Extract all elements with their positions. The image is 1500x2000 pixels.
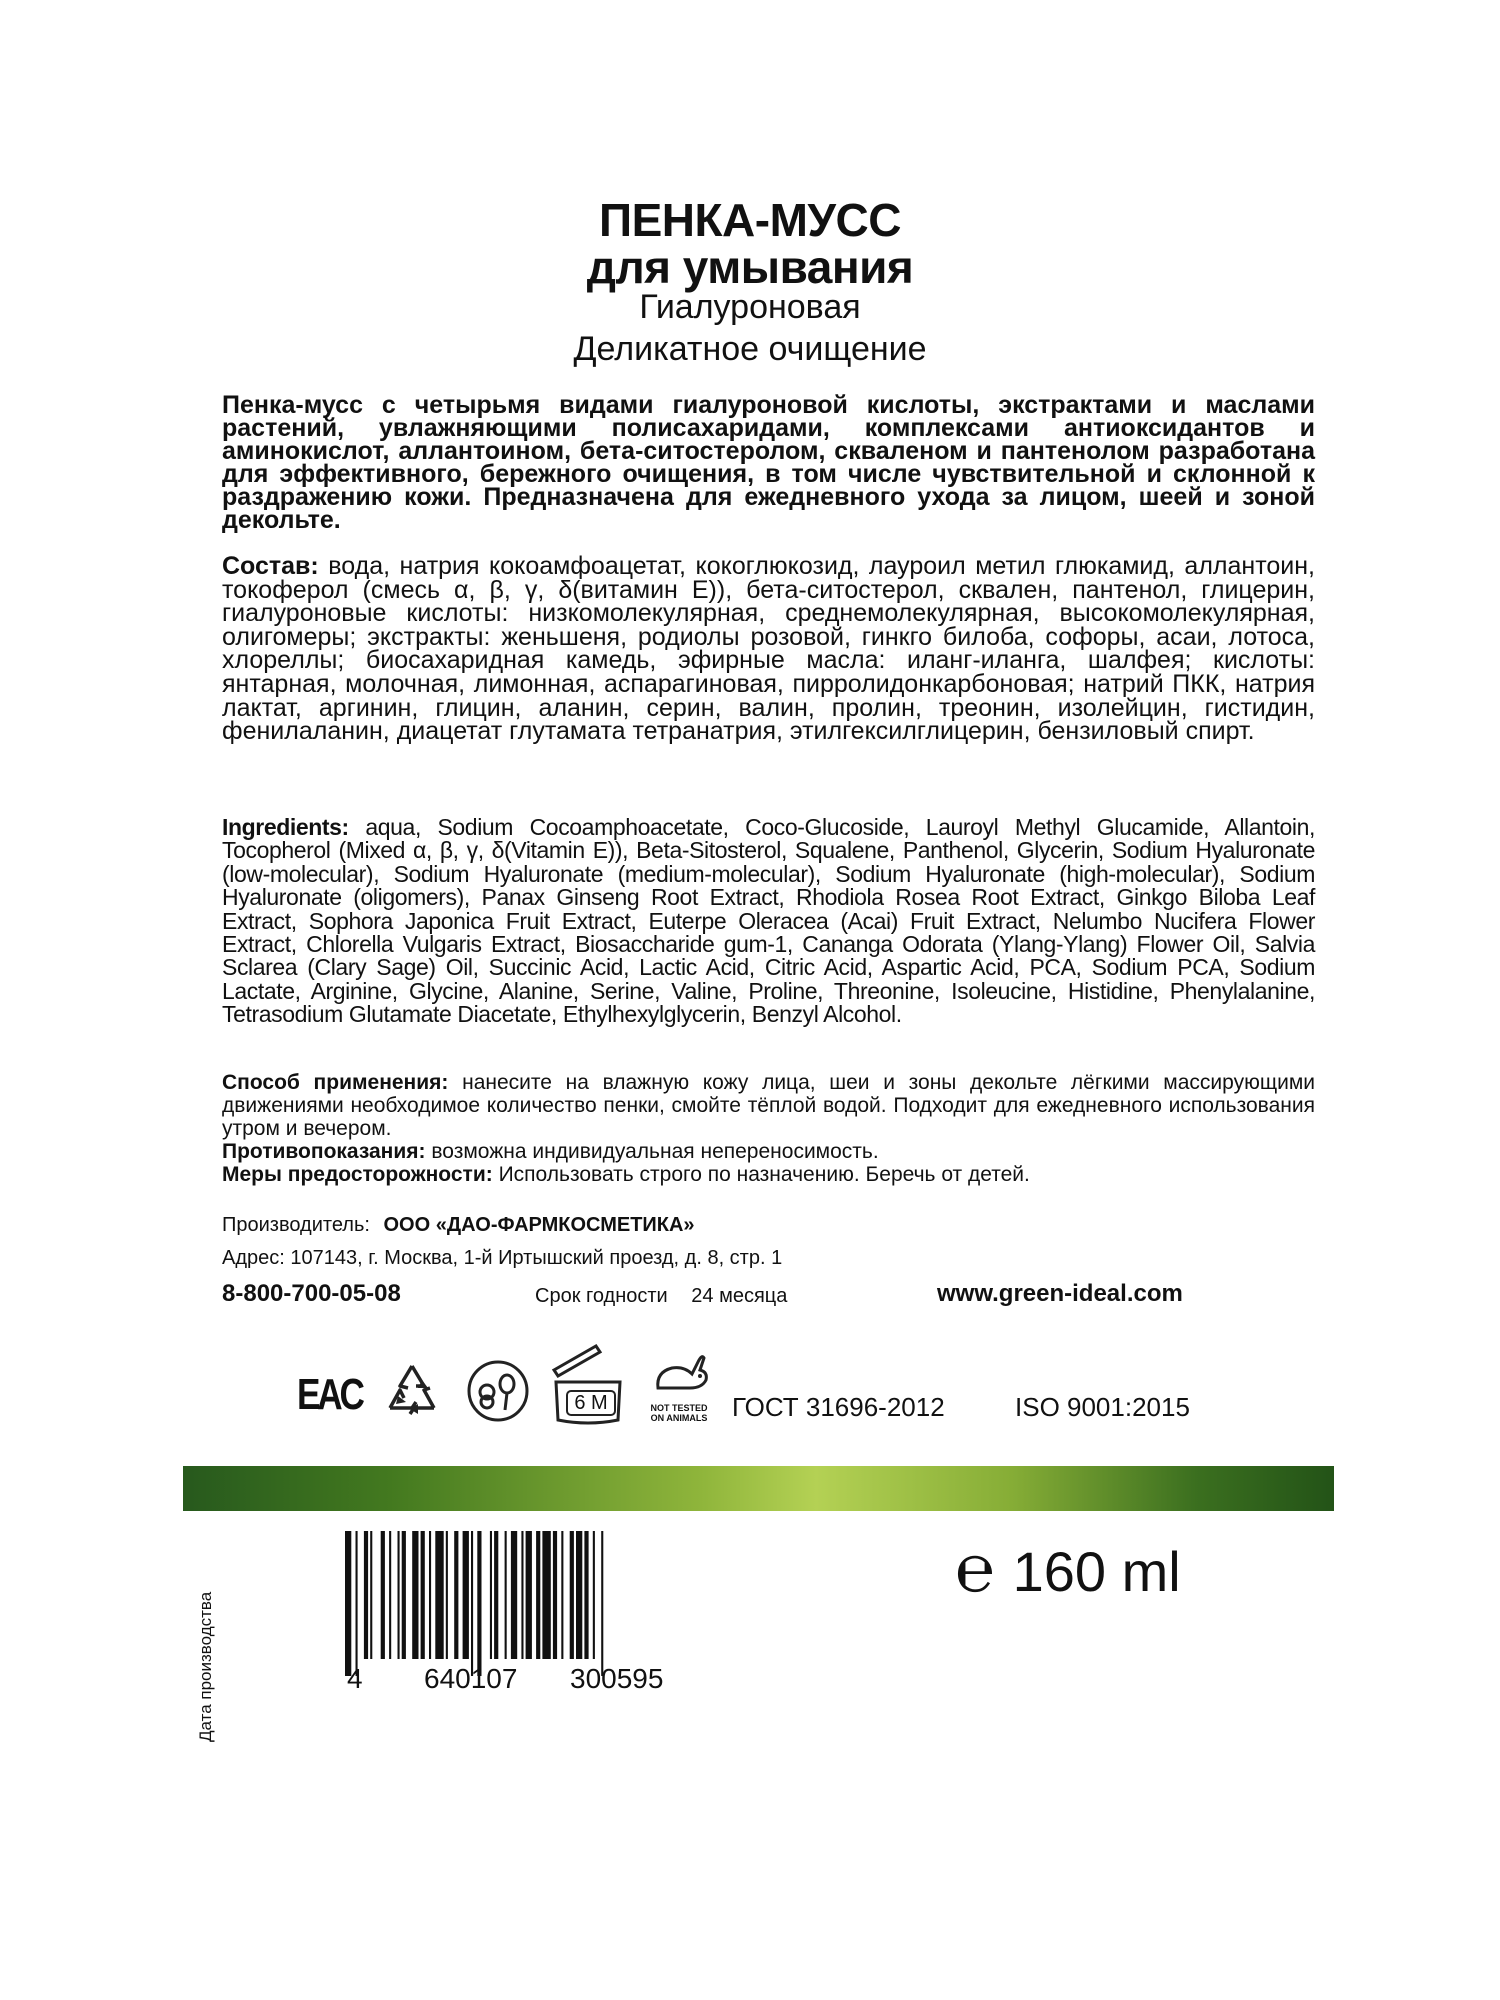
ingredients-block — [222, 816, 1315, 1027]
not-tested-bunny-icon — [646, 1348, 712, 1423]
barcode-bar — [511, 1531, 517, 1659]
contraindications — [222, 1140, 1315, 1163]
manufacturer-name: ООО «ДАО-ФАРМКОСМЕТИКА» — [383, 1214, 695, 1236]
ingredients-text: aqua, Sodium Cocoamphoacetate, Coco-Glucoside, Lauroyl Methyl Glucamide, Allantoin, Tocopherol (Mixed α, β, γ, δ(Vitamin E)), Beta-Sitosterol, Squalene, Panthenol, Glycerin, Sodium Hyaluronate (low-molecular), Sodium Hyaluronate (medium-molecular), Sodium Hyaluronate (high-molecular), Sodium Hyaluronate (oligomers), Panax Ginseng Root Extract, Rhodiola Rosea Root Extract, Ginkgo Biloba Leaf Extract, Sophora Japonica Fruit Extract, Euterpe Oleracea (Acai) Fruit Extract, Nelumbo Nucifera Flower Extract, Chlorella Vulgaris Extract, Biosaccharide gum-1, Cananga Odorata (Ylang-Ylang) Flower Oil, Salvia Sclarea (Clary Sage) Oil, Succinic Acid, Lactic Acid, Citric Acid, Aspartic Acid, PCA, Sodium PCA, Sodium Lactate, Arginine, Glycine, Alanine, Serine, Valine, Proline, Threonine, Isoleucine, Histidine, Phenylalanine, Tetrasodium Glutamate Diacetate, Ethylhexylglycerin, Benzyl Alcohol. — [222, 814, 1315, 1028]
barcode-bar — [601, 1531, 603, 1676]
barcode-bar — [454, 1531, 458, 1659]
barcode-bar — [553, 1531, 557, 1659]
manufacturer-line — [222, 1214, 695, 1237]
barcode-bar — [345, 1531, 351, 1676]
barcode-digit-first: 4 — [347, 1663, 363, 1694]
barcode-bar — [542, 1531, 550, 1659]
barcode-bar — [505, 1531, 507, 1659]
precautions — [222, 1163, 1315, 1186]
usage-text: нанесите на влажную кожу лица, шеи и зоны декольте лёгкими массирующими движениями необходимое количество пенки, смойте тёплой водой. Подходит для ежедневного использования утром и вечером. — [222, 1071, 1315, 1140]
barcode-bar — [446, 1531, 448, 1659]
product-title-line2: для умывания — [586, 241, 914, 293]
contraindications-text: возможна индивидуальная непереносимость. — [431, 1140, 879, 1163]
composition-block — [222, 552, 1315, 746]
pao-label: 6 M — [566, 1390, 616, 1416]
composition-label: Состав: — [222, 552, 319, 580]
barcode-bar — [402, 1531, 406, 1659]
barcode-bar — [435, 1531, 443, 1659]
shelf-life — [535, 1285, 787, 1308]
product-subtitle-1: Гиалуроновая — [639, 288, 861, 326]
barcode-bar — [381, 1531, 385, 1659]
barcode — [345, 1531, 705, 1681]
volume-value: 160 ml — [1012, 1540, 1181, 1603]
not-tested-line2: ON ANIMALS — [650, 1413, 708, 1423]
barcode-bar — [576, 1531, 582, 1659]
barcode-bar — [570, 1531, 574, 1659]
barcode-digits-left: 640107 — [424, 1663, 518, 1694]
contraindications-label: Противопоказания: — [222, 1140, 426, 1163]
phone-number: 8-800-700-05-08 — [222, 1280, 401, 1307]
barcode-bar — [477, 1531, 481, 1676]
composition-text: вода, натрия кокоамфоацетат, кокоглюкозид, лауроил метил глюкамид, аллантоин, токоферол (смесь α, β, γ, δ(витамин Е)), бета-ситостерол, сквален, пантенол, глицерин, гиалуроновые кислоты: низкомолекулярная, среднемолекулярная, высокомолекулярная, олигомеры; экстракты: женьшеня, родиолы розовой, гинкго билоба, софоры, асаи, лотоса, хлореллы; биосахаридная камедь, эфирные масла: иланг-иланга, шалфея; кислоты: янтарная, молочная, лимонная, аспарагиновая, пирролидонкарбоновая; натрий ПКК, натрия лактат, аргинин, глицин, аланин, серин, валин, пролин, треонин, изолейцин, гистидин, фенилаланин, диацетат глутамата тетранатрия, этилгексилглицерин, бензиловый спирт. — [222, 552, 1315, 746]
gost-standard: ГОСТ 31696-2012 — [732, 1392, 945, 1422]
barcode-bar — [364, 1531, 368, 1659]
manufacturer-address: Адрес: 107143, г. Москва, 1-й Иртышский проезд, д. 8, стр. 1 — [222, 1247, 783, 1269]
barcode-bar — [490, 1531, 492, 1659]
barcode-bar — [471, 1531, 473, 1676]
barcode-bar — [463, 1531, 469, 1659]
production-date-label: Дата производства — [196, 1591, 215, 1742]
product-title-line1: ПЕНКА-МУСС — [599, 194, 901, 246]
barcode-bar — [561, 1531, 563, 1659]
barcode-bar — [398, 1531, 400, 1659]
pao-jar-icon — [548, 1340, 628, 1431]
barcode-bar — [412, 1531, 418, 1659]
barcode-bar — [584, 1531, 588, 1659]
barcode-bar — [494, 1531, 498, 1659]
iso-standard: ISO 9001:2015 — [1015, 1392, 1190, 1422]
barcode-bar — [356, 1531, 358, 1676]
barcode-bar — [389, 1531, 391, 1659]
barcode-bar — [429, 1531, 431, 1659]
website: www.green-ideal.com — [937, 1280, 1183, 1307]
estimated-sign-icon: ℮ — [955, 1531, 995, 1605]
recycle-icon — [378, 1358, 446, 1431]
not-tested-line1: NOT TESTED — [650, 1403, 708, 1413]
shelf-life-value: 24 месяца — [691, 1285, 788, 1307]
cosmetic-safety-icon — [465, 1358, 531, 1429]
green-gradient-band — [183, 1466, 1334, 1511]
barcode-bar — [521, 1531, 523, 1659]
ingredients-label: Ingredients: — [222, 814, 349, 840]
barcode-bar — [421, 1531, 425, 1659]
shelf-life-label: Срок годности — [535, 1285, 668, 1307]
precautions-text: Использовать строго по назначению. Беречь от детей. — [498, 1163, 1030, 1186]
product-subtitle-2: Деликатное очищение — [573, 330, 927, 368]
barcode-bar — [536, 1531, 540, 1659]
usage-block — [222, 1071, 1315, 1186]
precautions-label: Меры предосторожности: — [222, 1163, 493, 1186]
barcode-digits-right: 300595 — [570, 1663, 664, 1694]
usage-paragraph — [222, 1071, 1315, 1140]
usage-label: Способ применения: — [222, 1071, 449, 1094]
eac-mark: EAC — [297, 1370, 362, 1419]
barcode-bar — [370, 1531, 372, 1659]
barcode-bar — [593, 1531, 595, 1659]
product-description: Пенка-мусс с четырьмя видами гиалуроновой кислоты, экстрактами и маслами растений, увлажняющими полисахаридами, комплексами антиоксидантов и аминокислот, аллантоином, бета-ситостеролом, скваленом и пантенолом разработана для эффективного, бережного очищения, в том числе чувствительной и склонной к раздражению кожи. Предназначена для ежедневного ухода за лицом, шеей и зоной декольте. — [222, 391, 1315, 534]
manufacturer-label: Производитель: — [222, 1214, 370, 1236]
net-volume — [955, 1530, 1181, 1606]
barcode-bar — [526, 1531, 532, 1659]
